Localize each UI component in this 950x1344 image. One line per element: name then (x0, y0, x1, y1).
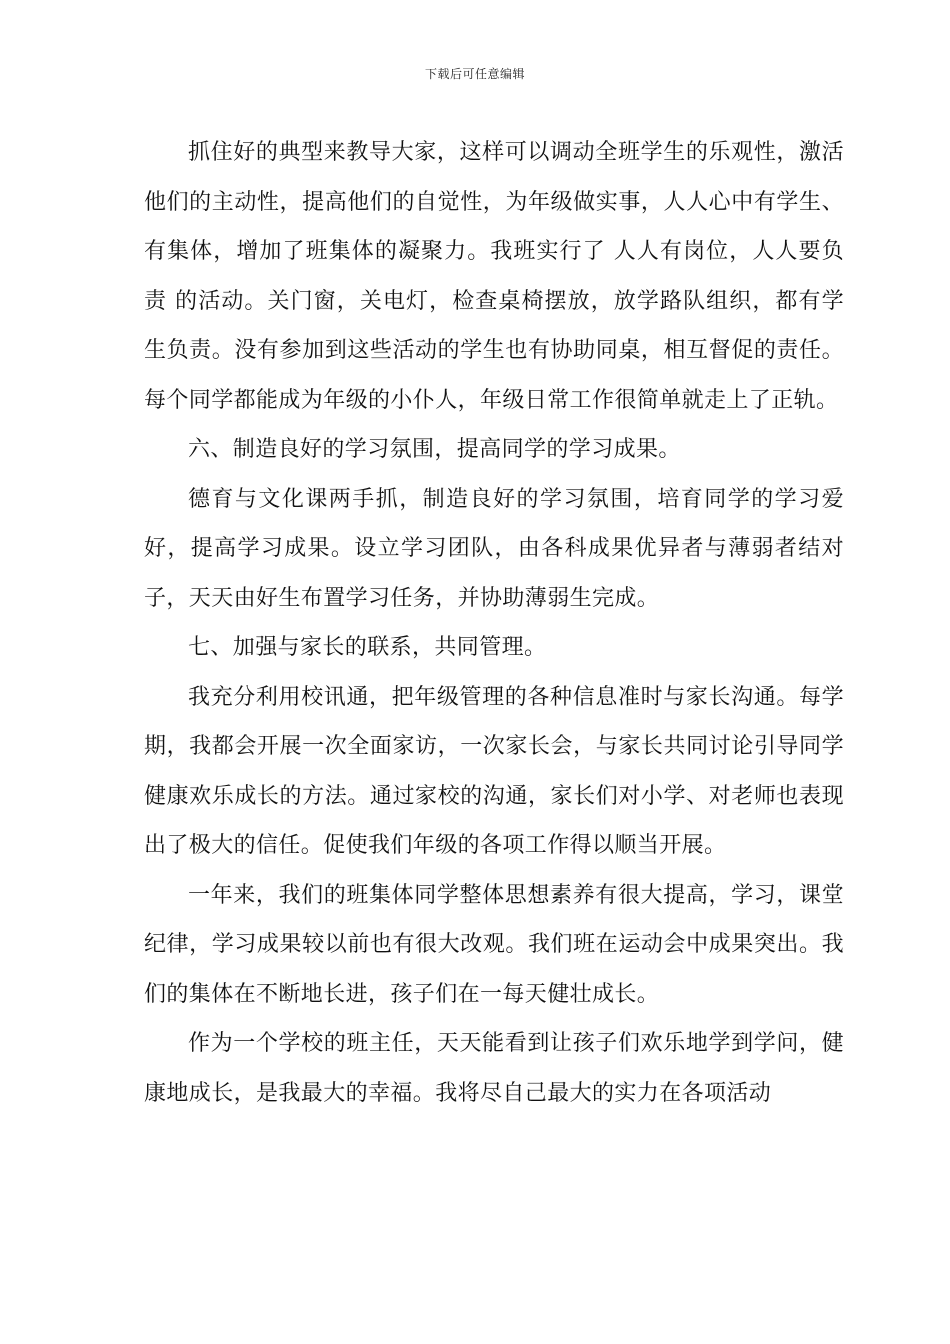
paragraph-class-responsibility: 抓住好的典型来教导大家，这样可以调动全班学生的乐观性，激活他们的主动性，提高他们的自觉性，为年级做实事，人人心中有学生、有集体，增加了班集体的凝聚力。我班实行了 人人有岗位，人人要负责 的活动。关门窗，关电灯，检查桌椅摆放，放学路队组织，都有学生负责。没有参加到这些活动的学生也有协助同桌，相互督促的责任。每个同学都能成为年级的小仆人，年级日常工作很简单就走上了正轨。 (144, 140, 844, 413)
section-heading-six: 六、制造良好的学习氛围，提高同学的学习成果。 (188, 437, 681, 462)
paragraph-closing: 作为一个学校的班主任，天天能看到让孩子们欢乐地学到学问，健康地成长，是我最大的幸福。我将尽自己最大的实力在各项活动 (144, 1031, 844, 1106)
paragraph-study-atmosphere: 德育与文化课两手抓，制造良好的学习氛围，培育同学的学习爱好，提高学习成果。设立学习团队，由各科成果优异者与薄弱者结对子，天天由好生布置学习任务，并协助薄弱生完成。 (144, 486, 844, 611)
section-heading-seven: 七、加强与家长的联系，共同管理。 (188, 635, 547, 660)
paragraph-parent-contact: 我充分利用校讯通，把年级管理的各种信息准时与家长沟通。每学期，我都会开展一次全面家访，一次家长会，与家长共同讨论引导同学健康欢乐成长的方法。通过家校的沟通，家长们对小学、对老师也表现出了极大的信任。促使我们年级的各项工作得以顺当开展。 (144, 684, 844, 858)
paragraph-year-summary: 一年来，我们的班集体同学整体思想素养有很大提高，学习，课堂纪律，学习成果较以前也有很大改观。我们班在运动会中成果突出。我们的集体在不断地长进，孩子们在一每天健壮成长。 (144, 882, 844, 1007)
page-header: 下载后可任意编辑 (424, 67, 525, 81)
document-body (144, 128, 844, 1118)
